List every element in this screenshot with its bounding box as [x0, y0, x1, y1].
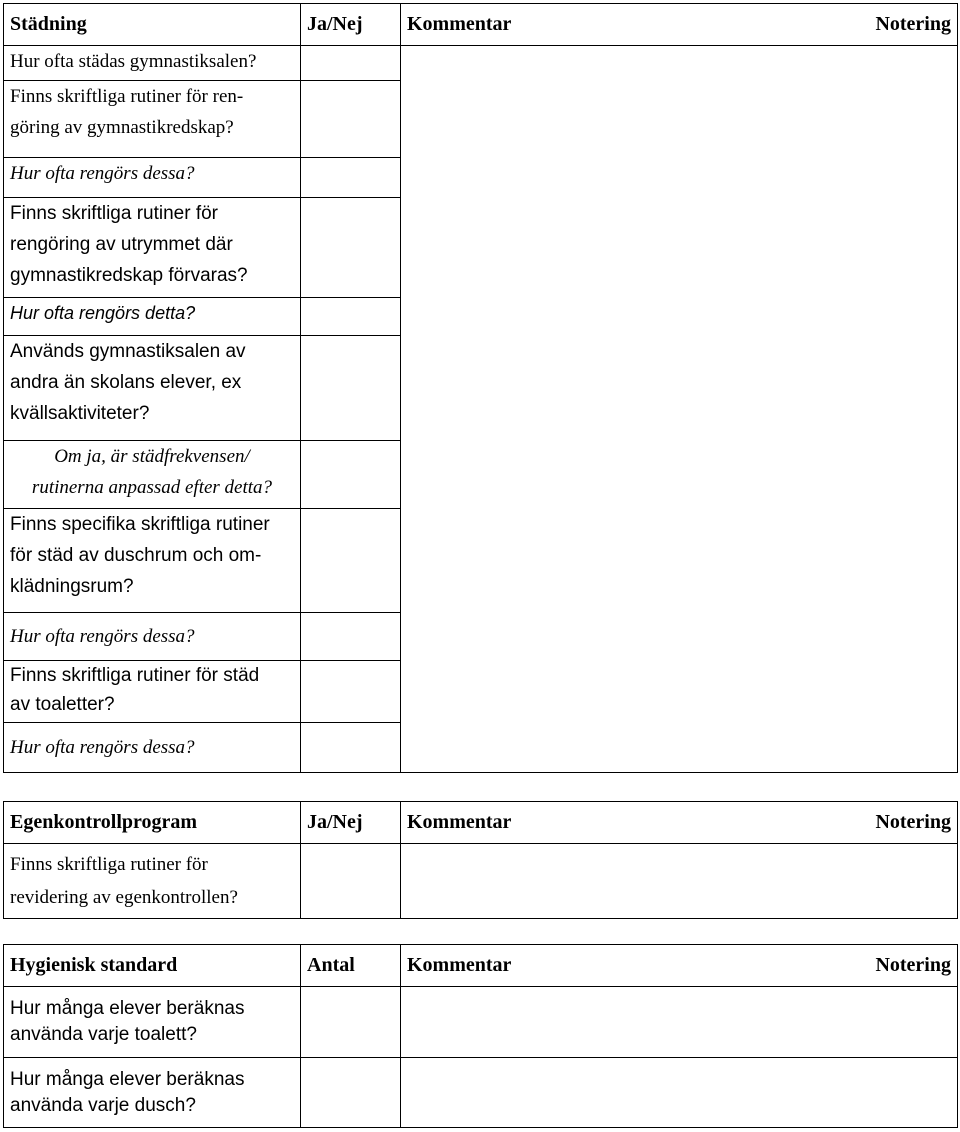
hygiene-header-notes: [401, 945, 958, 987]
question-cell: Hur ofta städas gymnastiksalen?: [4, 46, 301, 81]
hygiene-header-notation: Notering: [875, 954, 951, 976]
table-row: [4, 1058, 958, 1128]
yes-no-cell[interactable]: [301, 298, 401, 336]
question-cell: Används gymnastiksalen av andra än skolans elever, ex kvällsaktiviteter?: [4, 336, 301, 441]
table-row: [4, 987, 958, 1058]
yes-no-cell[interactable]: [301, 661, 401, 723]
count-cell[interactable]: [301, 1058, 401, 1128]
question-cell: Finns skriftliga rutiner för städ av toaletter?: [4, 661, 301, 723]
question-cell: Finns skriftliga rutiner för rengöring av utrymmet där gymnastikredskap förvaras?: [4, 198, 301, 298]
comment-cell[interactable]: [401, 1058, 958, 1128]
yes-no-cell[interactable]: [301, 158, 401, 198]
yes-no-cell[interactable]: [301, 198, 401, 298]
self-control-header-comment: Kommentar: [407, 811, 512, 833]
comment-cell[interactable]: [401, 844, 958, 919]
question-cell: Hur många elever beräknas använda varje toalett?: [4, 987, 301, 1058]
question-cell: Hur många elever beräknas använda varje dusch?: [4, 1058, 301, 1128]
cleaning-header-notation: Notering: [875, 13, 951, 35]
hygiene-header-label: Hygienisk standard: [4, 945, 301, 987]
yes-no-cell[interactable]: [301, 441, 401, 509]
yes-no-cell[interactable]: [301, 613, 401, 661]
cleaning-header-yes-no: Ja/Nej: [301, 4, 401, 46]
cleaning-header-notes: [401, 4, 958, 46]
cleaning-header-label: Städning: [4, 4, 301, 46]
comment-cell[interactable]: [401, 987, 958, 1058]
hygiene-header-count: Antal: [301, 945, 401, 987]
self-control-header-label: Egenkontrollprogram: [4, 802, 301, 844]
yes-no-cell[interactable]: [301, 509, 401, 613]
table-row: [4, 46, 958, 81]
question-cell: Hur ofta rengörs detta?: [4, 298, 301, 336]
question-cell: Finns specifika skriftliga rutiner för städ av duschrum och om- klädningsrum?: [4, 509, 301, 613]
self-control-header-row: [4, 802, 958, 844]
yes-no-cell[interactable]: [301, 844, 401, 919]
yes-no-cell[interactable]: [301, 336, 401, 441]
question-cell: Hur ofta rengörs dessa?: [4, 613, 301, 661]
comment-cell[interactable]: [401, 46, 958, 773]
cleaning-table: [3, 3, 958, 773]
self-control-header-notes: [401, 802, 958, 844]
yes-no-cell[interactable]: [301, 723, 401, 773]
hygiene-table: [3, 944, 958, 1128]
self-control-table: [3, 801, 958, 919]
self-control-header-notation: Notering: [875, 811, 951, 833]
question-cell: Finns skriftliga rutiner för revidering av egenkontrollen?: [4, 844, 301, 919]
question-cell: Hur ofta rengörs dessa?: [4, 723, 301, 773]
yes-no-cell[interactable]: [301, 46, 401, 81]
question-cell: Finns skriftliga rutiner för ren- göring av gymnastikredskap?: [4, 81, 301, 158]
hygiene-header-comment: Kommentar: [407, 954, 512, 976]
table-row: [4, 844, 958, 919]
self-control-header-yes-no: Ja/Nej: [301, 802, 401, 844]
question-cell: Hur ofta rengörs dessa?: [4, 158, 301, 198]
question-cell: Om ja, är städfrekvensen/ rutinerna anpassad efter detta?: [4, 441, 301, 509]
cleaning-header-comment: Kommentar: [407, 13, 512, 35]
cleaning-header-row: [4, 4, 958, 46]
count-cell[interactable]: [301, 987, 401, 1058]
yes-no-cell[interactable]: [301, 81, 401, 158]
hygiene-header-row: [4, 945, 958, 987]
